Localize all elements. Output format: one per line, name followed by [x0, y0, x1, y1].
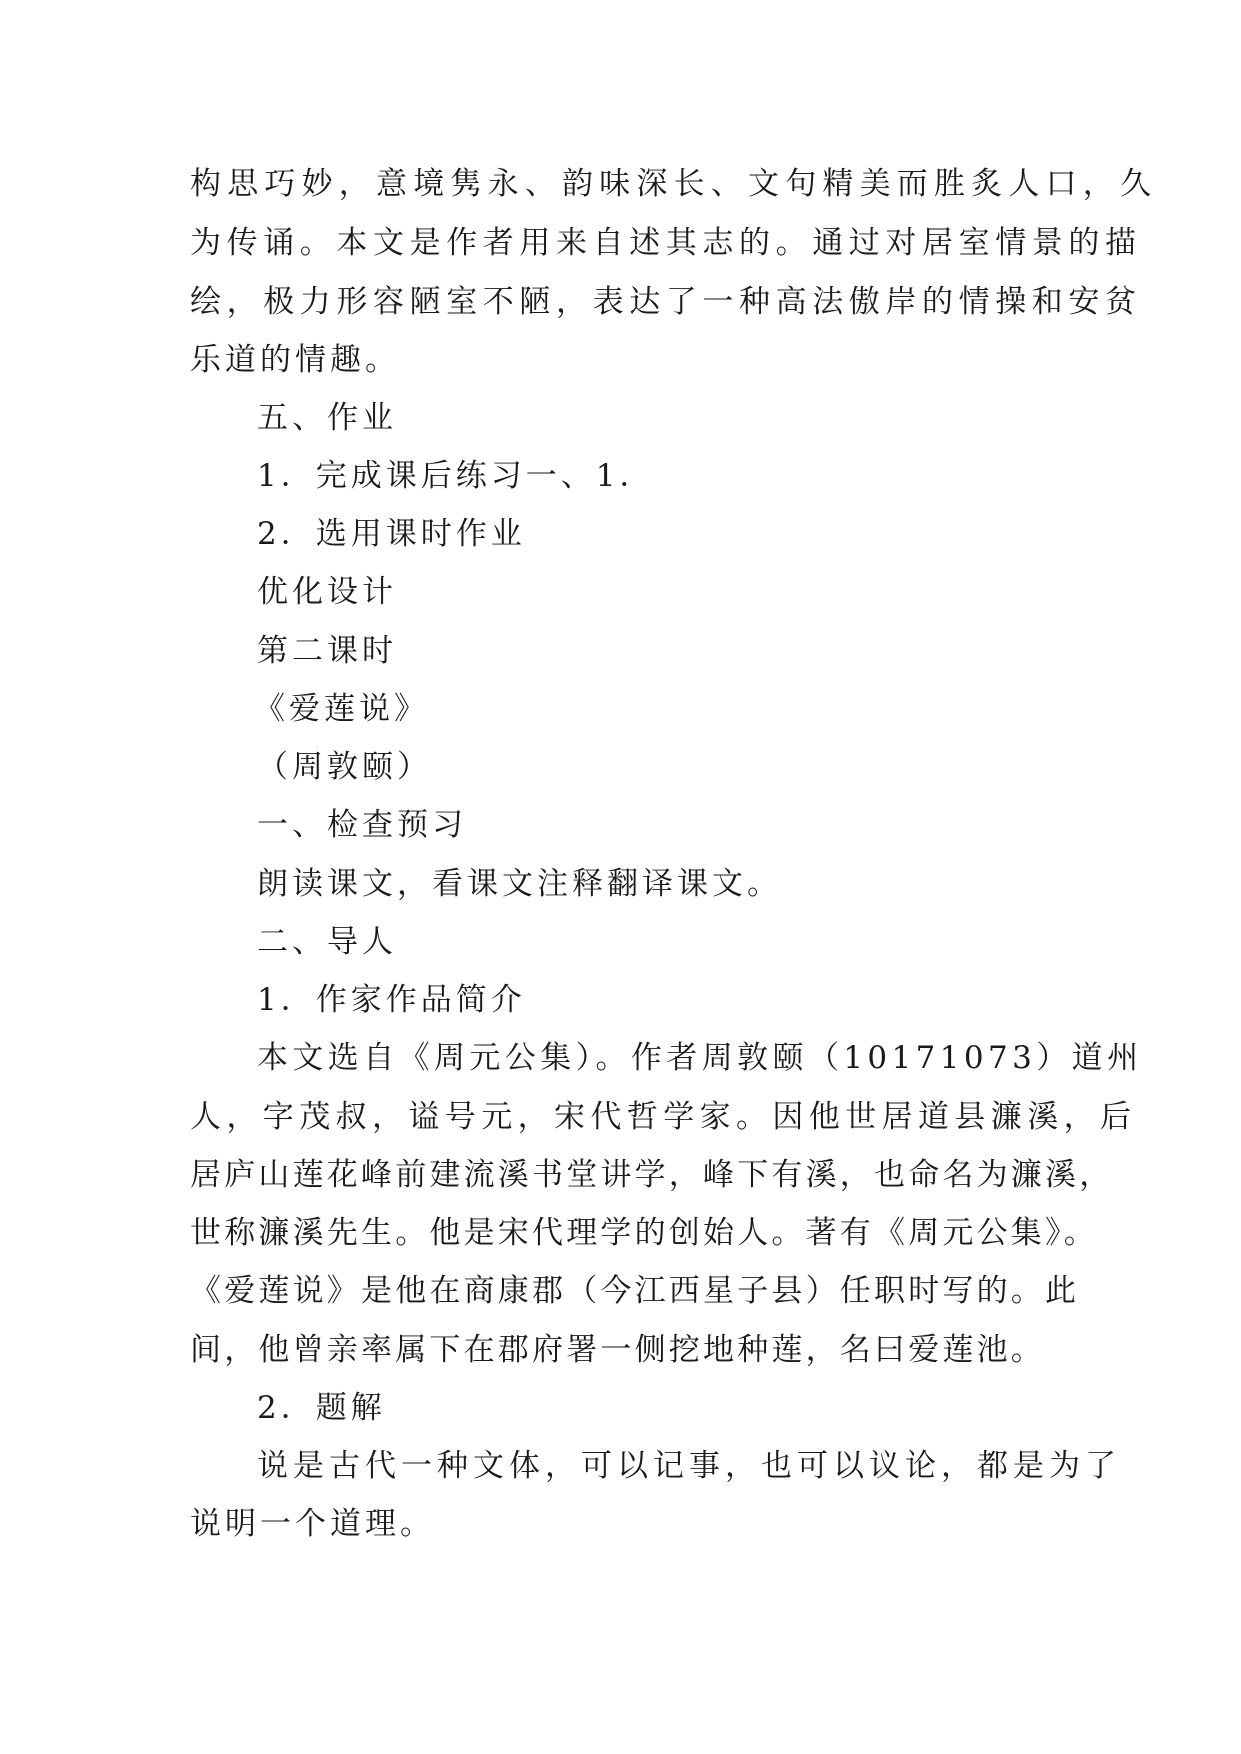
list-item: 1．作家作品简介 [257, 982, 526, 1018]
list-item: 1．完成课后练习一、1． [257, 458, 655, 494]
paragraph-line: 世称濂溪先生。他是宋代理学的创始人。著有《周元公集》。 [190, 1215, 1098, 1251]
paragraph-line: 为传诵。本文是作者用来自述其志的。通过对居室情景的描 [190, 225, 1142, 261]
text-line: 朗读课文，看课文注释翻译课文。 [257, 866, 782, 902]
paragraph-line: 绘，极力形容陋室不陋，表达了一种高法傲岸的情操和安贫 [190, 284, 1142, 320]
list-item: 2．题解 [257, 1390, 386, 1426]
section-heading-homework: 五、作业 [257, 400, 397, 436]
lesson-heading: 第二课时 [257, 633, 397, 669]
paragraph-line: 说明一个道理。 [190, 1506, 435, 1542]
lesson-title: 《爱莲说》 [254, 691, 429, 727]
paragraph-line: 本文选自《周元公集）。作者周敦颐（10171073）道州 [257, 1040, 1143, 1076]
paragraph-line: 构思巧妙，意境隽永、韵味深长、文句精美而胜炙人口，久 [190, 166, 1158, 202]
paragraph-line: 乐道的情趣。 [190, 342, 400, 378]
section-heading-intro: 二、导人 [257, 924, 397, 960]
paragraph-line: 人，字茂叔，谥号元，宋代哲学家。因他世居道县濂溪，后 [190, 1099, 1137, 1135]
paragraph-line: 间，他曾亲率属下在郡府署一侧挖地种莲，名曰爱莲池。 [190, 1332, 1045, 1368]
section-heading-preview: 一、检查预习 [257, 807, 467, 843]
paragraph-line: 《爱莲说》是他在商康郡（今江西星子县）任职时写的。此 [190, 1273, 1080, 1309]
paragraph-line: 居庐山莲花峰前建流溪书堂讲学，峰下有溪，也命名为濂溪， [190, 1157, 1114, 1193]
lesson-author: （周敦颐） [257, 749, 432, 785]
paragraph-line: 说是古代一种文体，可以记事，也可以议论，都是为了 [257, 1448, 1121, 1484]
text-line: 优化设计 [257, 574, 397, 610]
list-item: 2．选用课时作业 [257, 516, 526, 552]
